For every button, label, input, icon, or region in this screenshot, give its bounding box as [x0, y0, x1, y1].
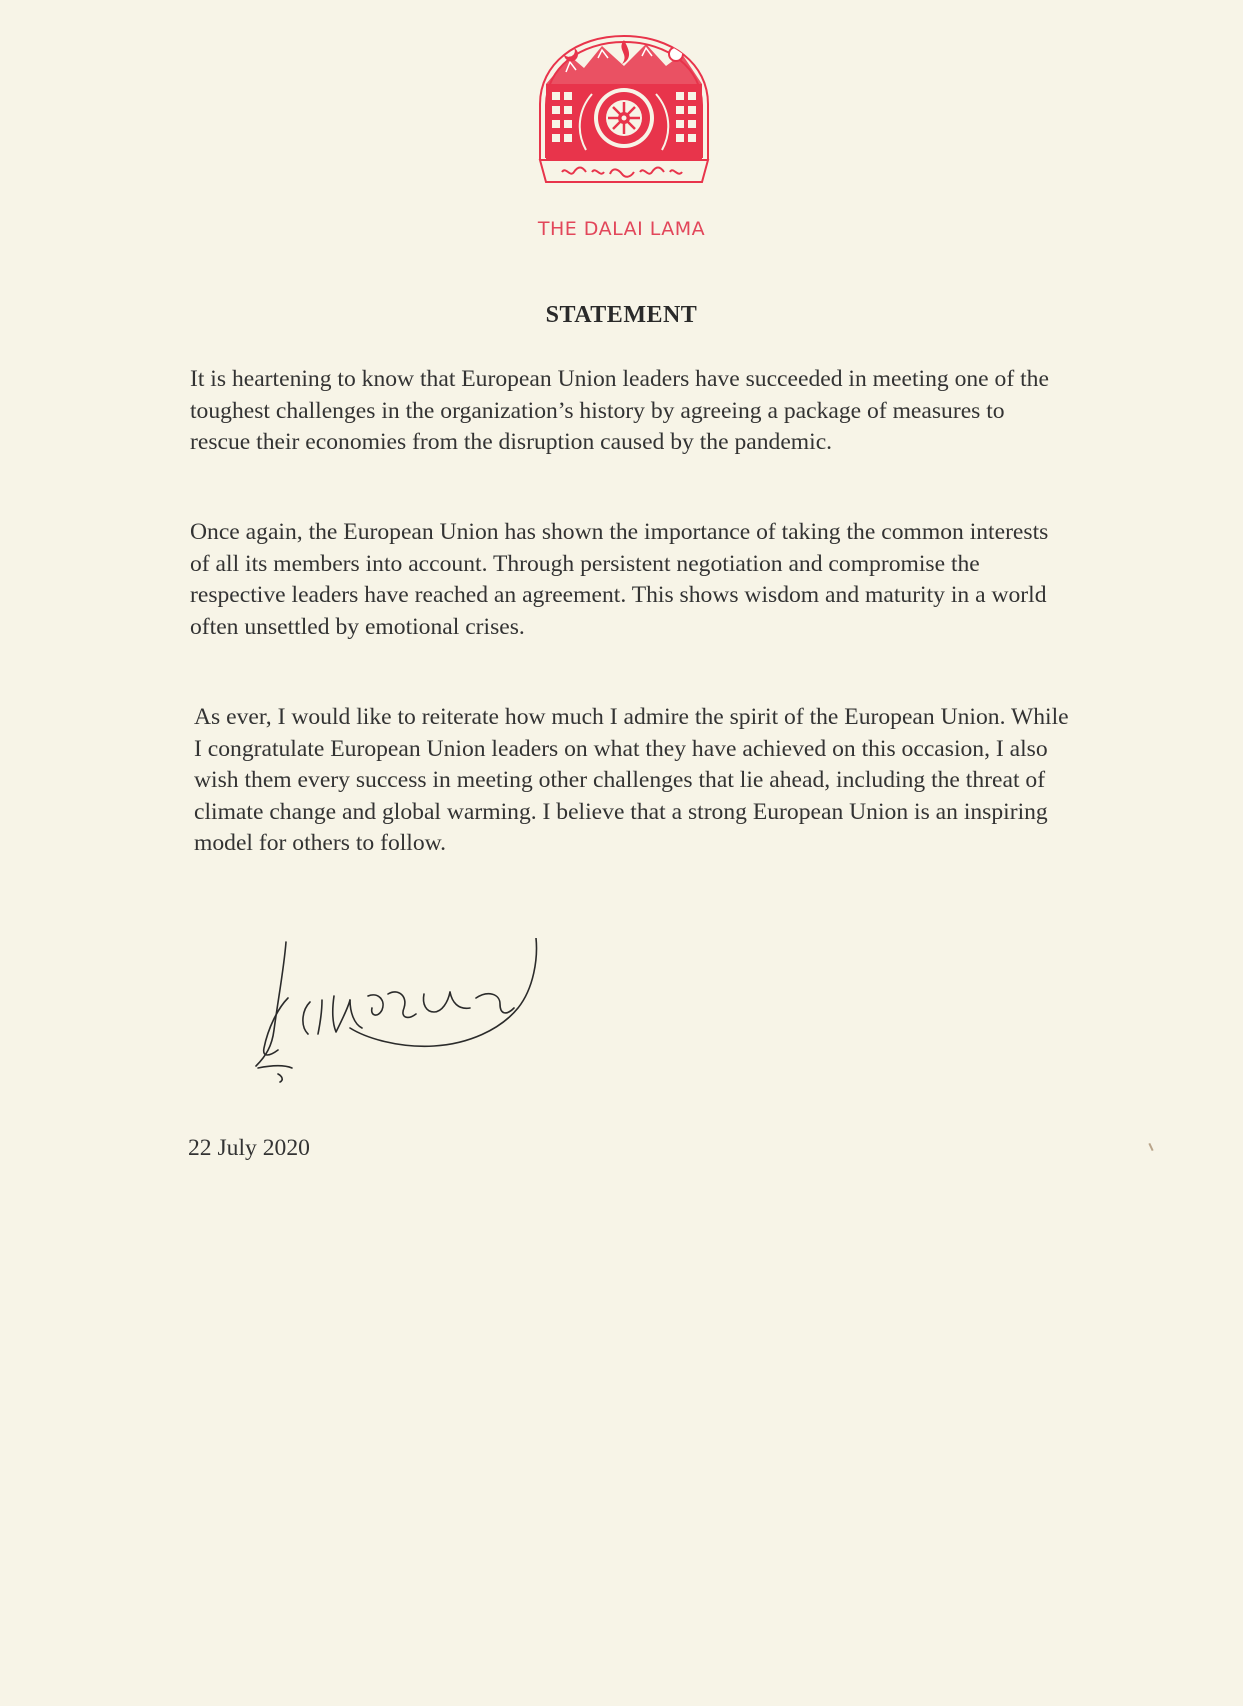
statement-paragraph-2: Once again, the European Union has shown the importance of taking the common interests of all its members into account. Through persistent negotiation and compromise the respective leaders have reached an agreement. This shows wisdom and maturity in a world often unsettled by emotional crises. — [190, 519, 1049, 640]
paper-speck — [1148, 1143, 1153, 1151]
dalai-lama-seal-icon — [526, 32, 722, 184]
org-name: THE DALAI LAMA — [537, 218, 706, 240]
statement-heading: STATEMENT — [545, 302, 698, 328]
statement-paragraph-3: As ever, I would like to reiterate how much I admire the spirit of the European Union. While I congratulate European Union leaders on what they have achieved on this occasion, I also wish them every success in meeting other challenges that lie ahead, including the threat of climate change and global warming. I believe that a strong European Union is an inspiring model for others to follow. — [194, 704, 1069, 856]
statement-paragraph-1: It is heartening to know that European Union leaders have succeeded in meeting one of the toughest challenges in the organization’s history by agreeing a package of measures to rescue their economies from the disruption caused by the pandemic. — [190, 366, 1049, 455]
statement-date: 22 July 2020 — [188, 1135, 310, 1161]
signature-icon — [238, 938, 608, 1098]
